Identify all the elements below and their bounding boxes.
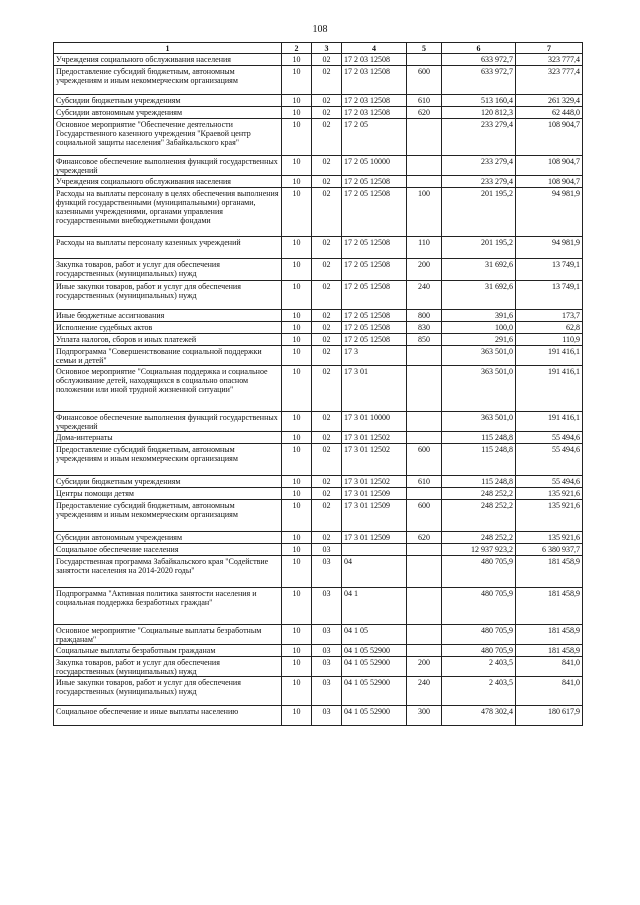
row-section: 10: [282, 119, 312, 156]
table-row: [54, 476, 583, 488]
row-name: Предоставление субсидий бюджетным, автономным учреждениям и иным некоммерческим организациям: [54, 66, 282, 95]
col-header-7: 7: [516, 43, 583, 54]
row-amount-plan: 201 195,2: [442, 237, 516, 259]
row-amount-plan: 513 160,4: [442, 95, 516, 107]
row-section: 10: [282, 95, 312, 107]
row-section: 10: [282, 334, 312, 346]
row-target-item: 04 1 05 52900: [342, 645, 407, 657]
row-subsection: 03: [312, 625, 342, 645]
col-header-2: 2: [282, 43, 312, 54]
row-subsection: 02: [312, 334, 342, 346]
row-expense-type: 620: [407, 532, 442, 544]
row-target-item: 17 2 05 12508: [342, 310, 407, 322]
row-target-item: 17 2 05 12508: [342, 188, 407, 237]
page-number: 108: [312, 24, 328, 35]
row-section: 10: [282, 556, 312, 588]
row-amount-actual: 173,7: [516, 310, 583, 322]
table-row: [54, 322, 583, 334]
row-name: Финансовое обеспечение выполнения функций государственных учреждений: [54, 156, 282, 176]
row-name: Иные закупки товаров, работ и услуг для обеспечения государственных (муниципальных) нужд: [54, 677, 282, 706]
row-subsection: 03: [312, 706, 342, 726]
row-expense-type: [407, 366, 442, 412]
row-expense-type: 240: [407, 281, 442, 310]
row-amount-plan: 248 252,2: [442, 532, 516, 544]
row-amount-plan: 2 403,5: [442, 657, 516, 677]
row-subsection: 03: [312, 556, 342, 588]
row-expense-type: [407, 544, 442, 556]
row-target-item: 17 3 01: [342, 366, 407, 412]
row-expense-type: [407, 54, 442, 66]
row-name: Основное мероприятие "Социальная поддержка и социальное обслуживание детей, находящихся в социально опасном положении или иной трудной жизненной ситуации": [54, 366, 282, 412]
row-name: Закупка товаров, работ и услуг для обеспечения государственных (муниципальных) нужд: [54, 657, 282, 677]
row-subsection: 02: [312, 366, 342, 412]
row-subsection: 02: [312, 107, 342, 119]
col-header-3: 3: [312, 43, 342, 54]
row-amount-actual: 841,0: [516, 677, 583, 706]
row-amount-plan: 31 692,6: [442, 281, 516, 310]
table-row: [54, 188, 583, 237]
row-amount-actual: 181 458,9: [516, 645, 583, 657]
row-section: 10: [282, 532, 312, 544]
row-subsection: 02: [312, 322, 342, 334]
row-section: 10: [282, 645, 312, 657]
row-section: 10: [282, 156, 312, 176]
row-amount-actual: 181 458,9: [516, 556, 583, 588]
row-amount-plan: 391,6: [442, 310, 516, 322]
table-row: [54, 488, 583, 500]
row-expense-type: [407, 645, 442, 657]
row-subsection: 02: [312, 532, 342, 544]
row-amount-plan: 233 279,4: [442, 119, 516, 156]
row-amount-actual: 191 416,1: [516, 412, 583, 432]
row-expense-type: 610: [407, 476, 442, 488]
row-name: Исполнение судебных актов: [54, 322, 282, 334]
row-section: 10: [282, 237, 312, 259]
row-name: Закупка товаров, работ и услуг для обеспечения государственных (муниципальных) нужд: [54, 259, 282, 281]
row-amount-actual: 13 749,1: [516, 281, 583, 310]
row-expense-type: 610: [407, 95, 442, 107]
row-target-item: 04 1 05 52900: [342, 677, 407, 706]
row-expense-type: [407, 412, 442, 432]
row-subsection: 03: [312, 544, 342, 556]
row-subsection: 02: [312, 281, 342, 310]
row-target-item: 04 1: [342, 588, 407, 625]
row-section: 10: [282, 188, 312, 237]
row-amount-plan: 12 937 923,2: [442, 544, 516, 556]
row-amount-plan: 31 692,6: [442, 259, 516, 281]
row-expense-type: 110: [407, 237, 442, 259]
row-amount-plan: 115 248,8: [442, 432, 516, 444]
row-subsection: 02: [312, 119, 342, 156]
row-expense-type: 300: [407, 706, 442, 726]
row-amount-actual: 181 458,9: [516, 588, 583, 625]
row-name: Субсидии автономным учреждениям: [54, 107, 282, 119]
row-expense-type: [407, 119, 442, 156]
table-row: [54, 412, 583, 432]
row-target-item: 17 2 05 12508: [342, 281, 407, 310]
row-name: Социальные выплаты безработным гражданам: [54, 645, 282, 657]
row-subsection: 02: [312, 95, 342, 107]
row-amount-actual: 135 921,6: [516, 488, 583, 500]
row-target-item: 17 2 05: [342, 119, 407, 156]
table-row: [54, 259, 583, 281]
row-section: 10: [282, 500, 312, 532]
row-expense-type: 850: [407, 334, 442, 346]
row-amount-plan: 248 252,2: [442, 500, 516, 532]
row-name: Подпрограмма "Совершенствование социальной поддержки семьи и детей": [54, 346, 282, 366]
col-header-1: 1: [54, 43, 282, 54]
row-subsection: 02: [312, 476, 342, 488]
row-target-item: 17 3 01 12502: [342, 432, 407, 444]
table-row: [54, 366, 583, 412]
row-subsection: 02: [312, 66, 342, 95]
row-amount-actual: 108 904,7: [516, 156, 583, 176]
row-amount-plan: 291,6: [442, 334, 516, 346]
row-expense-type: [407, 432, 442, 444]
row-expense-type: 240: [407, 677, 442, 706]
row-section: 10: [282, 54, 312, 66]
table-row: [54, 657, 583, 677]
table-row: [54, 706, 583, 726]
row-amount-plan: 120 812,3: [442, 107, 516, 119]
row-subsection: 02: [312, 500, 342, 532]
table-row: [54, 334, 583, 346]
table-row: [54, 66, 583, 95]
row-name: Расходы на выплаты персоналу в целях обеспечения выполнения функций государственными (муниципальными) органами, казенными учреждениями, органами управления государственными внебюджетными фондами: [54, 188, 282, 237]
row-amount-actual: 55 494,6: [516, 444, 583, 476]
table-row: [54, 156, 583, 176]
row-name: Основное мероприятие "Социальные выплаты безработным гражданам": [54, 625, 282, 645]
table-row: [54, 556, 583, 588]
table-row: [54, 95, 583, 107]
row-amount-plan: 248 252,2: [442, 488, 516, 500]
row-amount-actual: 191 416,1: [516, 366, 583, 412]
col-header-4: 4: [342, 43, 407, 54]
row-expense-type: 600: [407, 66, 442, 95]
row-name: Подпрограмма "Активная политика занятости населения и социальная поддержка безработных граждан": [54, 588, 282, 625]
row-amount-plan: 201 195,2: [442, 188, 516, 237]
row-target-item: 17 3 01 12509: [342, 532, 407, 544]
row-amount-actual: 323 777,4: [516, 54, 583, 66]
table-row: [54, 500, 583, 532]
row-target-item: 17 2 05 12508: [342, 237, 407, 259]
row-subsection: 02: [312, 310, 342, 322]
table-row: [54, 176, 583, 188]
table-row: [54, 281, 583, 310]
row-amount-plan: 233 279,4: [442, 176, 516, 188]
row-name: Иные бюджетные ассигнования: [54, 310, 282, 322]
row-name: Основное мероприятие "Обеспечение деятельности Государственного казенного учреждения "Краевой центр социальной защиты населения" Забайкальского края": [54, 119, 282, 156]
table-body: [54, 54, 583, 726]
row-expense-type: 600: [407, 444, 442, 476]
row-section: 10: [282, 322, 312, 334]
row-amount-plan: 363 501,0: [442, 412, 516, 432]
row-subsection: 02: [312, 54, 342, 66]
row-expense-type: 830: [407, 322, 442, 334]
header-row: [54, 43, 583, 54]
row-target-item: 17 3: [342, 346, 407, 366]
row-name: Центры помощи детям: [54, 488, 282, 500]
row-expense-type: [407, 556, 442, 588]
row-amount-plan: 115 248,8: [442, 476, 516, 488]
row-name: Предоставление субсидий бюджетным, автономным учреждениям и иным некоммерческим организациям: [54, 444, 282, 476]
row-expense-type: [407, 588, 442, 625]
row-expense-type: [407, 156, 442, 176]
table-row: [54, 544, 583, 556]
row-amount-actual: 13 749,1: [516, 259, 583, 281]
row-target-item: 17 2 05 12508: [342, 322, 407, 334]
row-amount-plan: 478 302,4: [442, 706, 516, 726]
row-expense-type: 100: [407, 188, 442, 237]
row-section: 10: [282, 476, 312, 488]
row-section: 10: [282, 444, 312, 476]
table-row: [54, 677, 583, 706]
row-amount-plan: 2 403,5: [442, 677, 516, 706]
row-amount-actual: 6 380 937,7: [516, 544, 583, 556]
table-row: [54, 432, 583, 444]
row-section: 10: [282, 310, 312, 322]
row-section: 10: [282, 281, 312, 310]
row-amount-plan: 633 972,7: [442, 54, 516, 66]
row-section: 10: [282, 107, 312, 119]
row-subsection: 02: [312, 156, 342, 176]
row-target-item: [342, 544, 407, 556]
row-amount-actual: 135 921,6: [516, 500, 583, 532]
row-subsection: 03: [312, 645, 342, 657]
row-section: 10: [282, 588, 312, 625]
row-subsection: 02: [312, 412, 342, 432]
table-row: [54, 310, 583, 322]
row-amount-plan: 633 972,7: [442, 66, 516, 95]
table-row: [54, 588, 583, 625]
row-amount-actual: 62,8: [516, 322, 583, 334]
row-target-item: 17 3 01 12509: [342, 500, 407, 532]
table-row: [54, 54, 583, 66]
row-subsection: 02: [312, 176, 342, 188]
row-target-item: 17 2 05 12508: [342, 334, 407, 346]
row-section: 10: [282, 412, 312, 432]
row-section: 10: [282, 677, 312, 706]
table-row: [54, 645, 583, 657]
row-name: Субсидии бюджетным учреждениям: [54, 476, 282, 488]
row-subsection: 02: [312, 444, 342, 476]
row-amount-plan: 480 705,9: [442, 556, 516, 588]
row-name: Учреждения социального обслуживания населения: [54, 54, 282, 66]
row-amount-plan: 115 248,8: [442, 444, 516, 476]
row-amount-plan: 480 705,9: [442, 645, 516, 657]
row-name: Уплата налогов, сборов и иных платежей: [54, 334, 282, 346]
row-amount-actual: 55 494,6: [516, 432, 583, 444]
row-amount-actual: 135 921,6: [516, 532, 583, 544]
row-amount-plan: 363 501,0: [442, 366, 516, 412]
row-subsection: 03: [312, 657, 342, 677]
row-name: Государственная программа Забайкальского края "Содействие занятости населения на 2014-2020 годы": [54, 556, 282, 588]
row-name: Субсидии автономным учреждениям: [54, 532, 282, 544]
row-name: Социальное обеспечение населения: [54, 544, 282, 556]
table-row: [54, 107, 583, 119]
table-row: [54, 119, 583, 156]
table-row: [54, 625, 583, 645]
row-amount-actual: 261 329,4: [516, 95, 583, 107]
table-row: [54, 532, 583, 544]
row-amount-actual: 108 904,7: [516, 119, 583, 156]
row-name: Социальное обеспечение и иные выплаты населению: [54, 706, 282, 726]
row-section: 10: [282, 176, 312, 188]
row-expense-type: [407, 176, 442, 188]
row-name: Расходы на выплаты персоналу казенных учреждений: [54, 237, 282, 259]
row-amount-plan: 363 501,0: [442, 346, 516, 366]
row-amount-actual: 110,9: [516, 334, 583, 346]
row-section: 10: [282, 346, 312, 366]
row-expense-type: 200: [407, 657, 442, 677]
row-subsection: 03: [312, 677, 342, 706]
row-subsection: 02: [312, 346, 342, 366]
row-amount-actual: 180 617,9: [516, 706, 583, 726]
row-expense-type: 200: [407, 259, 442, 281]
row-section: 10: [282, 657, 312, 677]
row-name: Иные закупки товаров, работ и услуг для обеспечения государственных (муниципальных) нужд: [54, 281, 282, 310]
row-target-item: 04 1 05: [342, 625, 407, 645]
row-amount-actual: 55 494,6: [516, 476, 583, 488]
row-expense-type: 620: [407, 107, 442, 119]
row-subsection: 02: [312, 488, 342, 500]
row-expense-type: [407, 346, 442, 366]
budget-table: [53, 42, 583, 726]
row-name: Финансовое обеспечение выполнения функций государственных учреждений: [54, 412, 282, 432]
row-target-item: 04: [342, 556, 407, 588]
row-section: 10: [282, 488, 312, 500]
row-expense-type: 600: [407, 500, 442, 532]
row-section: 10: [282, 706, 312, 726]
row-section: 10: [282, 66, 312, 95]
row-expense-type: [407, 625, 442, 645]
row-target-item: 17 2 03 12508: [342, 54, 407, 66]
row-amount-actual: 181 458,9: [516, 625, 583, 645]
row-target-item: 17 2 03 12508: [342, 107, 407, 119]
row-name: Учреждения социального обслуживания населения: [54, 176, 282, 188]
table-row: [54, 444, 583, 476]
row-amount-actual: 841,0: [516, 657, 583, 677]
row-amount-actual: 94 981,9: [516, 237, 583, 259]
row-target-item: 04 1 05 52900: [342, 706, 407, 726]
row-target-item: 17 2 05 10000: [342, 156, 407, 176]
row-subsection: 02: [312, 432, 342, 444]
row-amount-actual: 108 904,7: [516, 176, 583, 188]
row-amount-plan: 233 279,4: [442, 156, 516, 176]
row-target-item: 17 2 03 12508: [342, 95, 407, 107]
row-name: Субсидии бюджетным учреждениям: [54, 95, 282, 107]
row-target-item: 17 2 05 12508: [342, 176, 407, 188]
row-subsection: 02: [312, 188, 342, 237]
row-expense-type: [407, 488, 442, 500]
row-amount-plan: 100,0: [442, 322, 516, 334]
table-row: [54, 346, 583, 366]
row-name: Дома-интернаты: [54, 432, 282, 444]
row-amount-actual: 62 448,0: [516, 107, 583, 119]
row-amount-actual: 323 777,4: [516, 66, 583, 95]
table-row: [54, 237, 583, 259]
row-section: 10: [282, 432, 312, 444]
row-expense-type: 800: [407, 310, 442, 322]
col-header-5: 5: [407, 43, 442, 54]
row-target-item: 04 1 05 52900: [342, 657, 407, 677]
row-target-item: 17 3 01 10000: [342, 412, 407, 432]
row-target-item: 17 3 01 12502: [342, 444, 407, 476]
row-section: 10: [282, 259, 312, 281]
row-target-item: 17 3 01 12502: [342, 476, 407, 488]
row-section: 10: [282, 366, 312, 412]
row-amount-plan: 480 705,9: [442, 625, 516, 645]
row-section: 10: [282, 625, 312, 645]
row-target-item: 17 2 03 12508: [342, 66, 407, 95]
row-name: Предоставление субсидий бюджетным, автономным учреждениям и иным некоммерческим организациям: [54, 500, 282, 532]
row-target-item: 17 3 01 12509: [342, 488, 407, 500]
row-amount-plan: 480 705,9: [442, 588, 516, 625]
row-amount-actual: 191 416,1: [516, 346, 583, 366]
row-amount-actual: 94 981,9: [516, 188, 583, 237]
col-header-6: 6: [442, 43, 516, 54]
row-subsection: 02: [312, 237, 342, 259]
row-section: 10: [282, 544, 312, 556]
row-subsection: 02: [312, 259, 342, 281]
row-target-item: 17 2 05 12508: [342, 259, 407, 281]
row-subsection: 03: [312, 588, 342, 625]
